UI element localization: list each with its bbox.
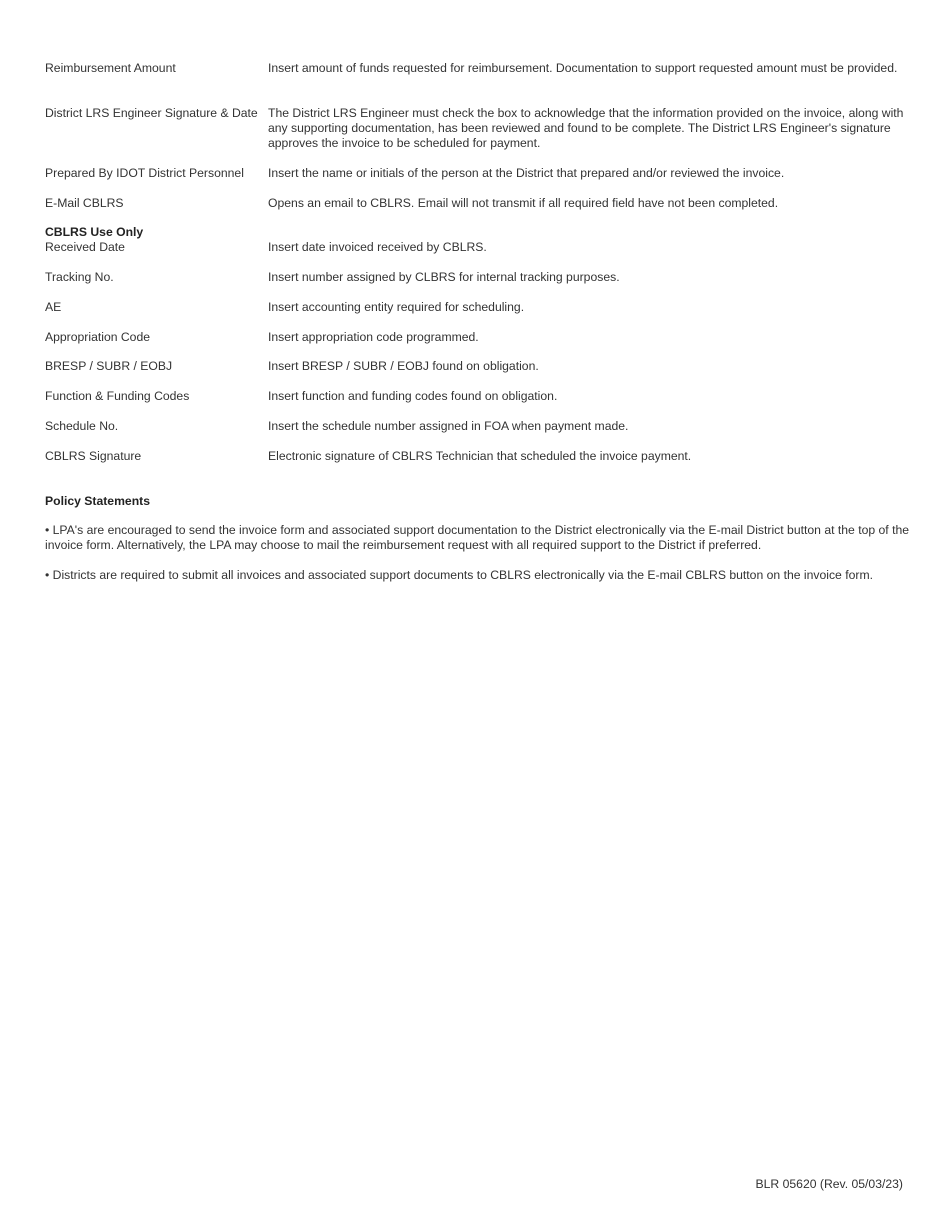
field-label: Prepared By IDOT District Personnel	[45, 166, 244, 180]
field-description: Insert function and funding codes found on obligation.	[268, 389, 558, 403]
field-label: AE	[45, 300, 62, 314]
field-label: District LRS Engineer Signature & Date	[45, 106, 258, 120]
field-description: The District LRS Engineer must check the box to acknowledge that the information provided on the invoice, along with any supporting documentation, has been reviewed and found to be complete. The District LRS Engineer's signature approves the invoice to be scheduled for payment.	[268, 106, 904, 150]
field-description: Opens an email to CBLRS. Email will not transmit if all required field have not been completed.	[268, 196, 779, 210]
field-description: Insert amount of funds requested for reimbursement. Documentation to support requested amount must be provided.	[268, 61, 898, 75]
field-description: Insert BRESP / SUBR / EOBJ found on obligation.	[268, 359, 539, 373]
form-number: BLR 05620 (Rev. 05/03/23)	[755, 1177, 903, 1191]
field-label: CBLRS Signature	[45, 449, 142, 463]
field-description: Insert accounting entity required for scheduling.	[268, 300, 525, 314]
field-label: Tracking No.	[45, 270, 114, 284]
field-label: Appropriation Code	[45, 330, 151, 344]
policy-statement: • Districts are required to submit all invoices and associated support documents to CBLRS electronically via the E-mail CBLRS button on the invoice form.	[45, 568, 873, 582]
field-label: Received Date	[45, 240, 125, 254]
field-description: Insert date invoiced received by CBLRS.	[268, 240, 487, 254]
field-description: Insert appropriation code programmed.	[268, 330, 479, 344]
policy-statements-heading: Policy Statements	[45, 494, 150, 508]
field-description: Electronic signature of CBLRS Technician that scheduled the invoice payment.	[268, 449, 692, 463]
field-description: Insert number assigned by CLBRS for internal tracking purposes.	[268, 270, 620, 284]
field-label: E-Mail CBLRS	[45, 196, 124, 210]
field-label: Schedule No.	[45, 419, 119, 433]
policy-statement: • LPA's are encouraged to send the invoice form and associated support documentation to the District electronically via the E-mail District button at the top of the invoice form. Alternatively, the LPA may choose to mail the reimbursement request with all required support to the District if preferred.	[45, 523, 910, 552]
field-label: Reimbursement Amount	[45, 61, 176, 75]
field-description: Insert the name or initials of the person at the District that prepared and/or reviewed the invoice.	[268, 166, 785, 180]
field-label: Function & Funding Codes	[45, 389, 190, 403]
field-label: BRESP / SUBR / EOBJ	[45, 359, 173, 373]
cblrs-use-only-heading: CBLRS Use Only	[45, 225, 144, 239]
field-description: Insert the schedule number assigned in FOA when payment made.	[268, 419, 629, 433]
